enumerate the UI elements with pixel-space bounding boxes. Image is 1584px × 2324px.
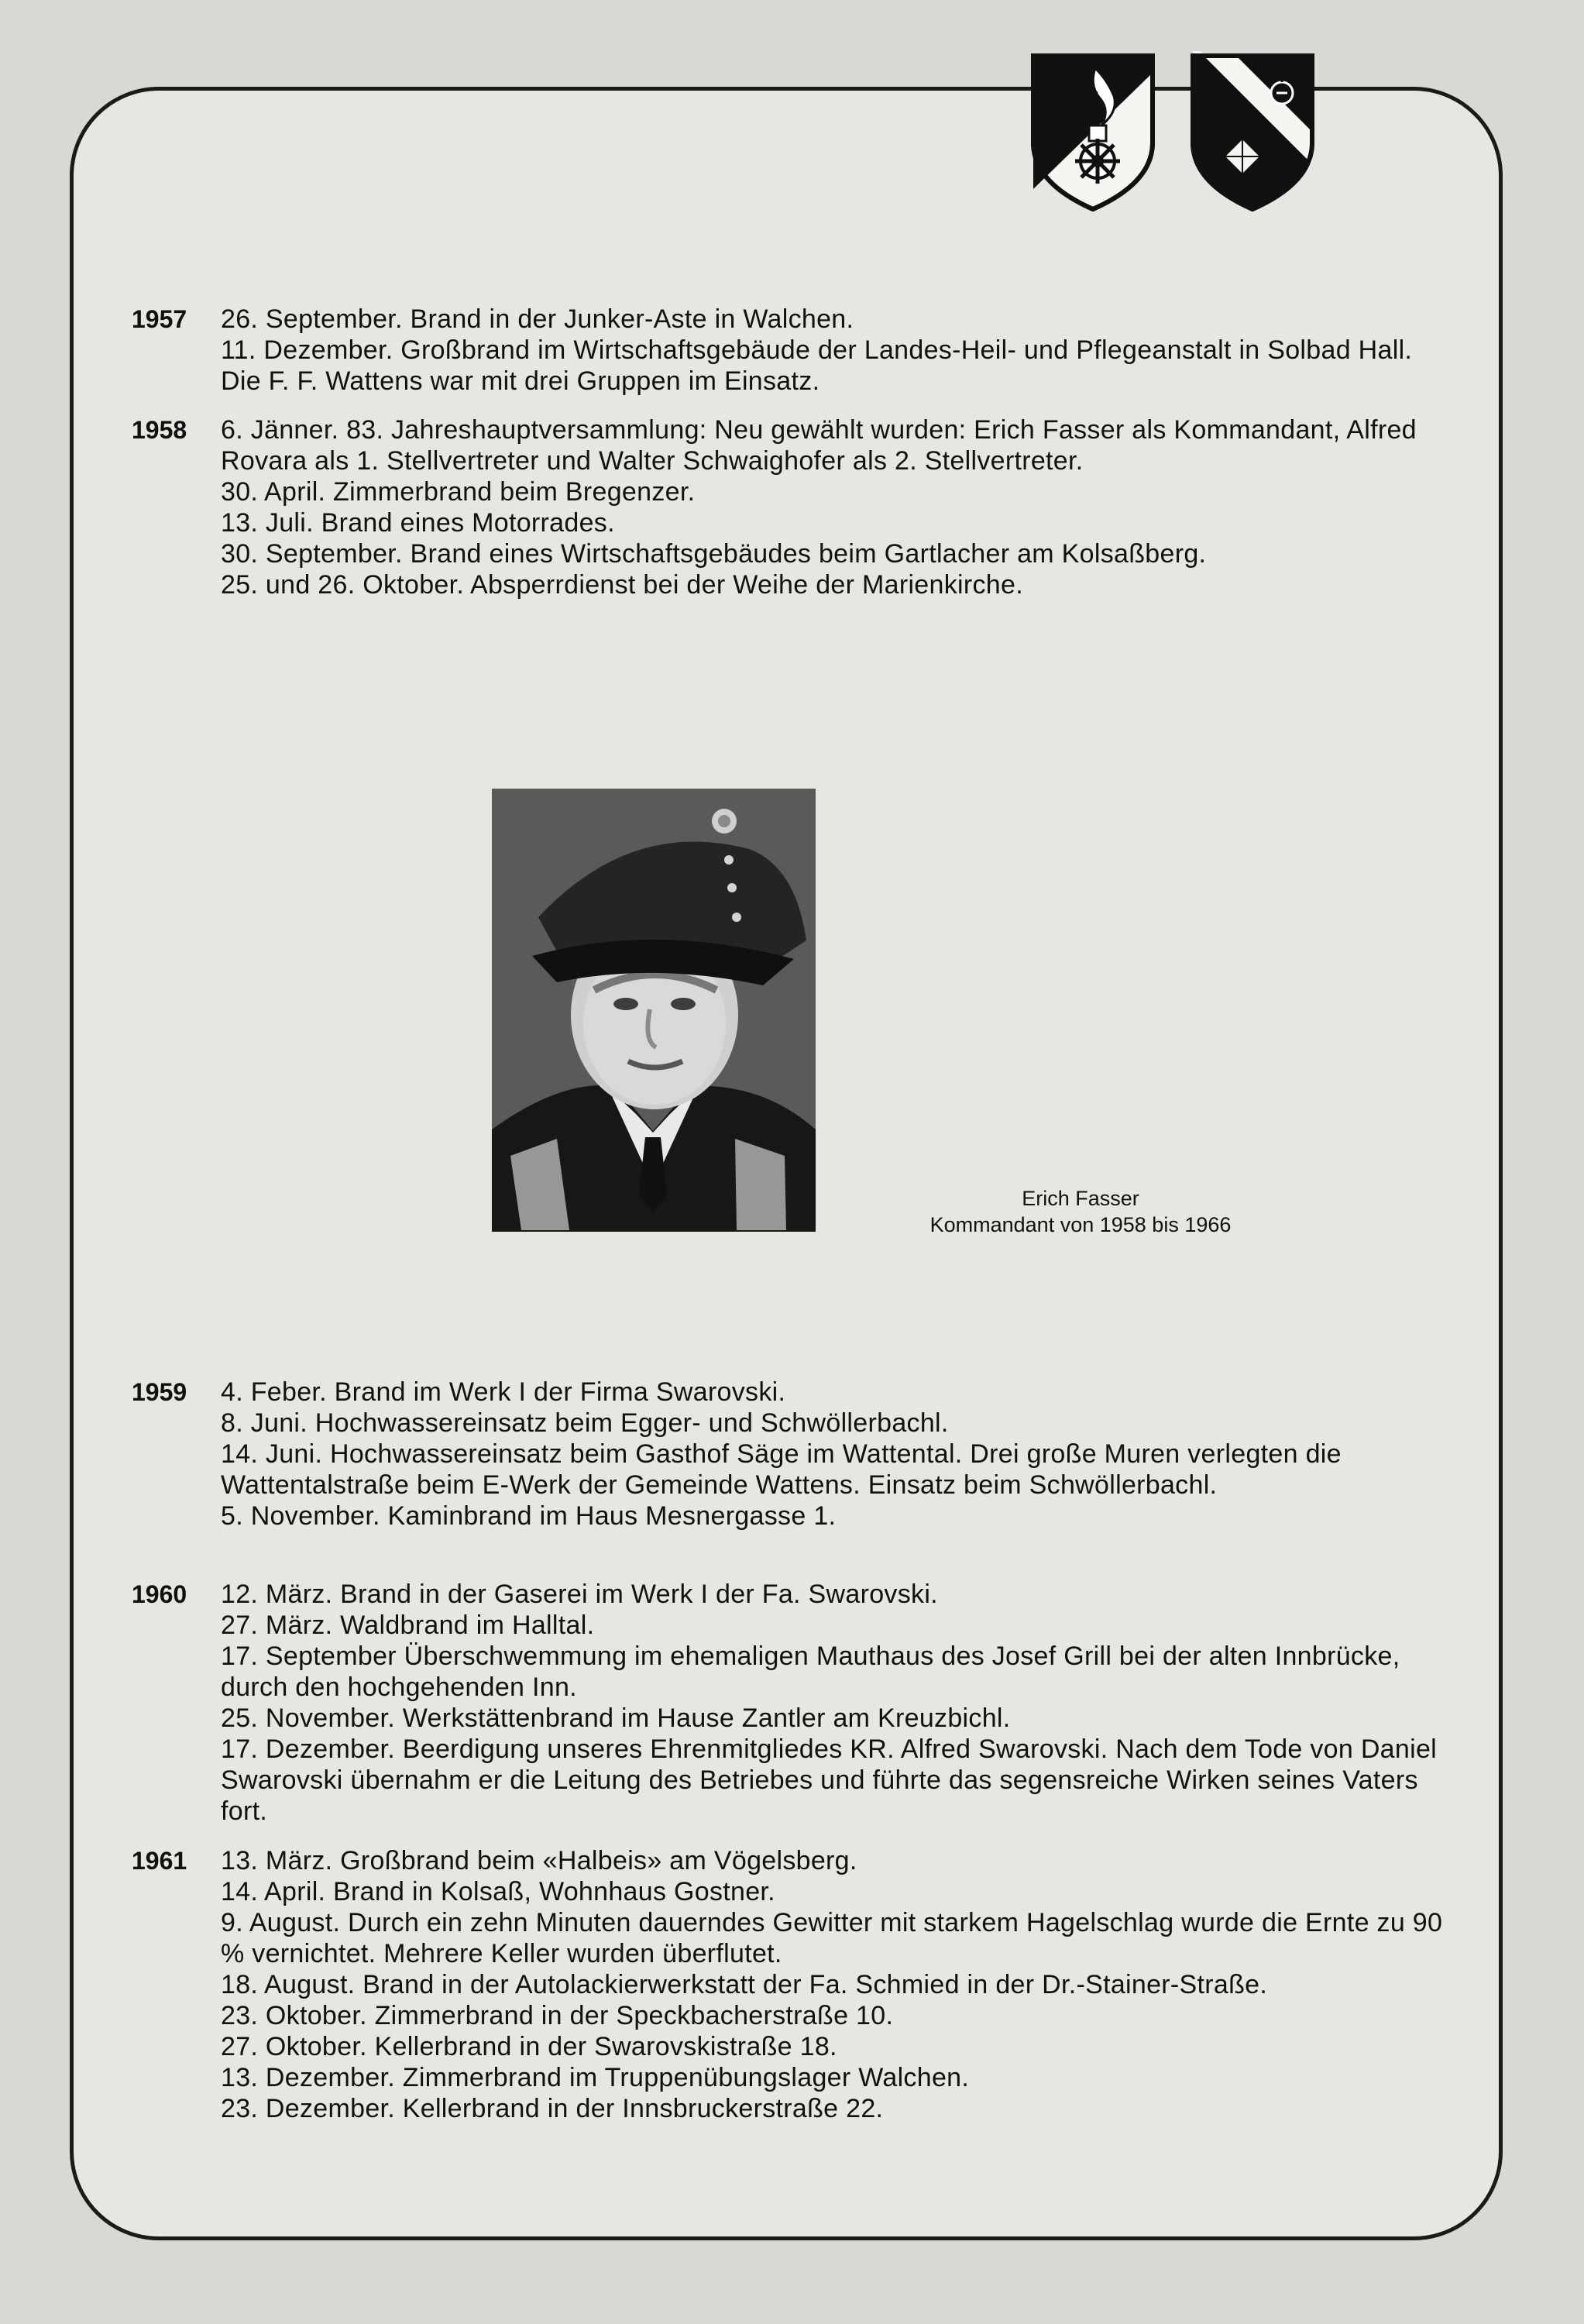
timeline-entry: 14. April. Brand in Kolsaß, Wohnhaus Gostner. [221,1877,775,1906]
year-entries [221,414,1452,600]
timeline-entry: 25. und 26. Oktober. Absperrdienst bei der Weihe der Marienkirche. [221,570,1023,600]
timeline-entry: 26. September. Brand in der Junker-Aste in Walchen. [221,304,854,334]
year-entries [221,1579,1452,1827]
year-entries [221,304,1452,397]
timeline-entry: 30. September. Brand eines Wirtschaftsgebäudes beim Gartlacher am Kolsaßberg. [221,539,1207,569]
timeline-entry: 8. Juni. Hochwassereinsatz beim Egger- und Schwöllerbachl. [221,1408,949,1438]
timeline-entry: 23. Oktober. Zimmerbrand in der Speckbacherstraße 10. [221,2001,894,2030]
timeline-entry: 27. März. Waldbrand im Halltal. [221,1611,595,1640]
timeline-entry: 9. August. Durch ein zehn Minuten dauerndes Gewitter mit starkem Hagelschlag wurde die Ernte zu 90 % vernichtet. Mehrere Keller wurden überflutet. [221,1908,1443,1968]
year-entries [221,1845,1452,2124]
portrait-caption [891,1185,1270,1238]
timeline-entry: 30. April. Zimmerbrand beim Bregenzer. [221,477,696,507]
timeline-entry: 25. November. Werkstättenbrand im Hause Zantler am Kreuzbichl. [221,1703,1011,1733]
timeline-entry: 11. Dezember. Großbrand im Wirtschaftsgebäude der Landes-Heil- und Pflegeanstalt in Solbad Hall. Die F. F. Wattens war mit drei Gruppen im Einsatz. [221,335,1413,396]
timeline-entry: 17. Dezember. Beerdigung unseres Ehrenmitgliedes KR. Alfred Swarovski. Nach dem Tode von Daniel Swarovski übernahm er die Leitung des Betriebes und führte das segensreiche Wirken seines Vaters fort. [221,1734,1438,1826]
year-entries [221,1377,1452,1532]
municipal-crest-icon [1187,51,1318,214]
timeline-entry: 12. März. Brand in der Gaserei im Werk I der Fa. Swarovski. [221,1580,938,1609]
timeline-entry: 13. Juli. Brand eines Motorrades. [221,508,615,538]
timeline-entry: 14. Juni. Hochwassereinsatz beim Gasthof Säge im Wattental. Drei große Muren verlegten die Wattentalstraße beim E-Werk der Gemeinde Wattens. Einsatz beim Schwöllerbachl. [221,1439,1342,1500]
timeline-entry: 13. Dezember. Zimmerbrand im Truppenübungslager Walchen. [221,2063,970,2092]
year-label: 1961 [132,1847,187,1875]
timeline-entry: 5. November. Kaminbrand im Haus Mesnergasse 1. [221,1501,837,1531]
year-label: 1957 [132,305,187,333]
timeline-entry: 23. Dezember. Kellerbrand in der Innsbruckerstraße 22. [221,2094,884,2123]
timeline-entry: 6. Jänner. 83. Jahreshauptversammlung: Neu gewählt wurden: Erich Fasser als Kommandant, Alfred Rovara als 1. Stellvertreter und Walter Schwaighofer als 2. Stellvertreter. [221,415,1417,476]
commander-portrait [492,789,816,1232]
timeline-entry: 17. September Überschwemmung im ehemaligen Mauthaus des Josef Grill bei der alten Innbrücke, durch den hochgehenden Inn. [221,1642,1400,1702]
timeline-entry: 18. August. Brand in der Autolackierwerkstatt der Fa. Schmied in der Dr.-Stainer-Straße. [221,1970,1268,1999]
caption-role: Kommandant von 1958 bis 1966 [929,1213,1232,1236]
timeline-entry: 27. Oktober. Kellerbrand in der Swarovskistraße 18. [221,2032,837,2061]
fire-brigade-crest-icon [1027,51,1159,214]
timeline-entry: 13. März. Großbrand beim «Halbeis» am Vögelsberg. [221,1846,857,1875]
year-label: 1958 [132,416,187,444]
timeline-entry: 4. Feber. Brand im Werk I der Firma Swarovski. [221,1377,786,1407]
year-label: 1960 [132,1580,187,1608]
year-label: 1959 [132,1378,187,1406]
caption-name: Erich Fasser [1022,1187,1139,1210]
